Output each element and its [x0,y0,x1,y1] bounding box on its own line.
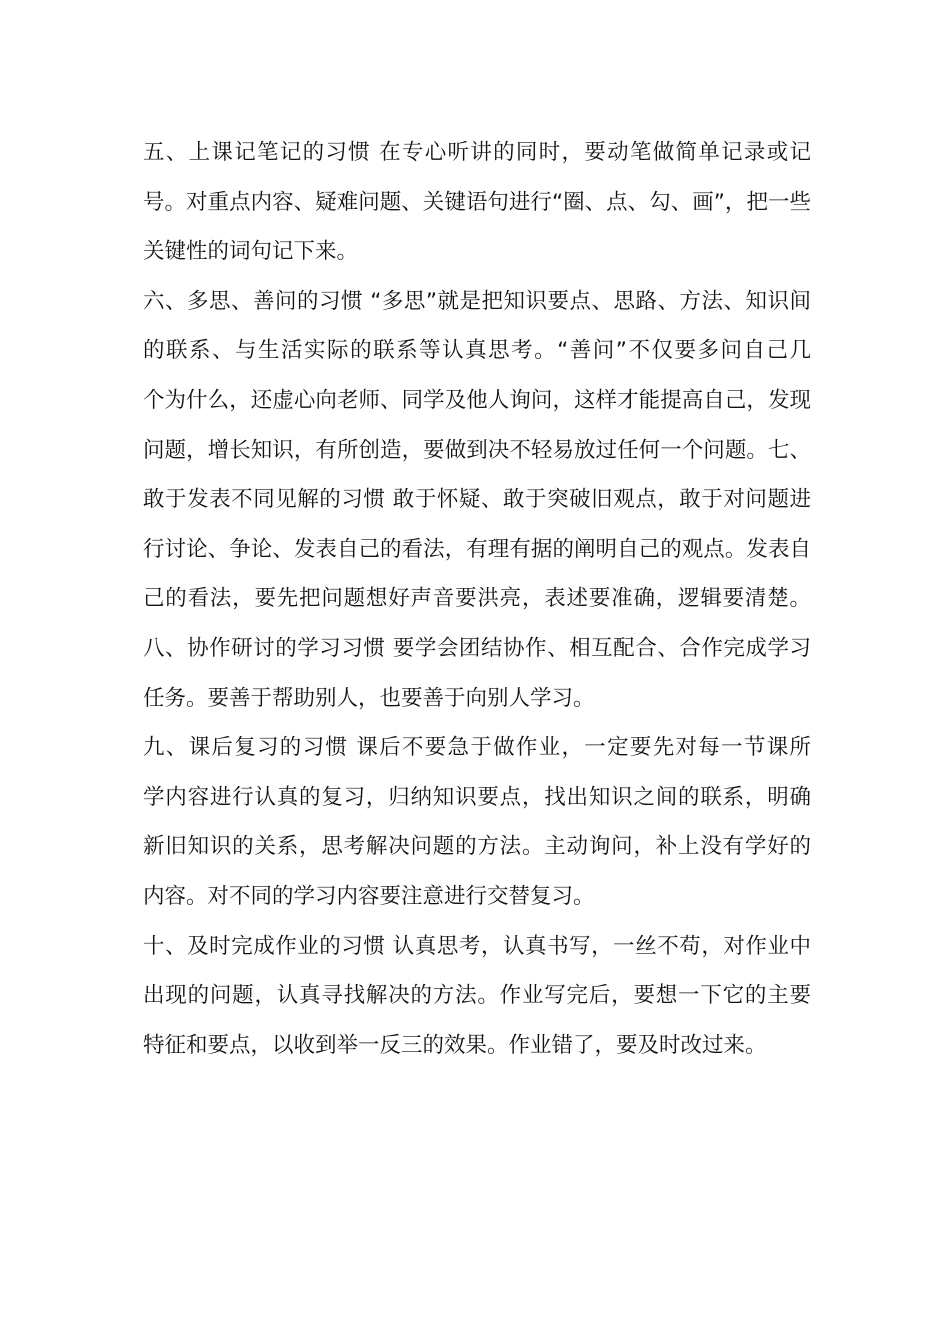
text-line: 出现的问题，认真寻找解决的方法。作业写完后，要想一下它的主要 [143,983,811,1009]
text-line: 关键性的词句记下来。 [143,239,359,265]
document-body [143,128,811,1070]
text-line: 行讨论、争论、发表自己的看法，有理有据的阐明自己的观点。发表自 [143,536,811,562]
text-line: 任务。要善于帮助别人，也要善于向别人学习。 [143,685,595,711]
text-line: 五、上课记笔记的习惯 在专心听讲的同时，要动笔做简单记录或记 [143,140,811,165]
text-line: 学内容进行认真的复习，归纳知识要点，找出知识之间的联系，明确 [143,784,811,810]
text-line: 个为什么，还虚心向老师、同学及他人询问，这样才能提高自己，发现 [143,387,811,413]
text-line: 的联系、与生活实际的联系等认真思考。“善问”不仅要多问自己几 [143,338,811,364]
text-line: 八、协作研讨的学习习惯 要学会团结协作、相互配合、合作完成学习 [143,635,811,661]
text-line: 六、多思、善问的习惯 “多思”就是把知识要点、思路、方法、知识间 [143,288,811,314]
text-line: 内容。对不同的学习内容要注意进行交替复习。 [143,883,595,909]
text-line: 特征和要点，以收到举一反三的效果。作业错了，要及时改过来。 [143,1032,767,1058]
text-line: 敢于发表不同见解的习惯 敢于怀疑、敢于突破旧观点，敢于对问题进 [143,487,811,513]
text-line: 新旧知识的关系，思考解决问题的方法。主动询问，补上没有学好的 [143,834,811,860]
text-line: 九、课后复习的习惯 课后不要急于做作业，一定要先对每一节课所 [143,735,811,761]
text-line: 号。对重点内容、疑难问题、关键语句进行“圈、点、勾、画”，把一些 [143,189,811,215]
text-line: 十、及时完成作业的习惯 认真思考，认真书写，一丝不苟，对作业中 [143,933,811,959]
text-line: 己的看法，要先把问题想好声音要洪亮，表述要准确，逻辑要清楚。 [143,586,811,612]
text-line: 问题，增长知识，有所创造，要做到决不轻易放过任何一个问题。七、 [143,437,811,463]
